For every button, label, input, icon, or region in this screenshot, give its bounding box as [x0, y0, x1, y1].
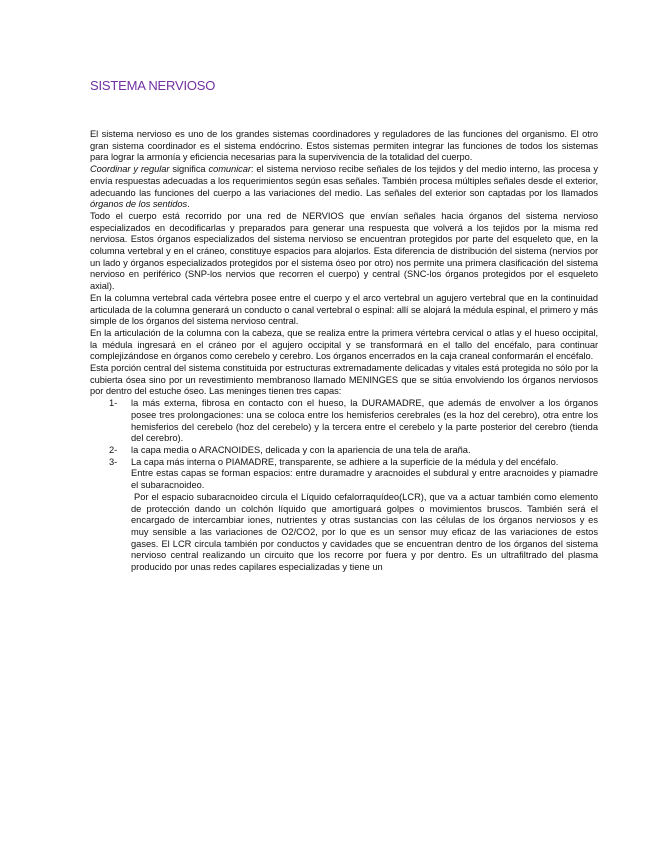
- list-item: [90, 445, 598, 457]
- list-number: 1-: [109, 398, 118, 409]
- list-text: La capa más interna o PIAMADRE, transparente, se adhiere a la superficie de la médula y del encéfalo.: [131, 456, 559, 467]
- paragraph-lcr: Por el espacio subaracnoideo circula el Líquido cefalorraquídeo(LCR), que va a actuar también como elemento de protección dando un colchón líquido que amortiguará golpes o movimientos bruscos. También será el encargado de intercambiar iones, nutrientes y otras sustancias con las células de los órganos nerviosos y es muy sensible a las variaciones de O2/CO2, por lo que es un sensor muy eficaz de las variaciones de estos gases. El LCR circula también por conductos y cavidades que se encuentran dentro de los órganos del sistema nervioso central realizando un circuito que los recorre por fuera y por dentro. Es un ultrafiltrado del plasma producido por unas redes capilares especializadas y tiene un: [131, 491, 598, 573]
- text-segment: .: [187, 199, 190, 210]
- paragraph-espacios: Entre estas capas se forman espacios: entre duramadre y aracnoides el subdural y entre aracnoides y piamadre el subaracnoideo.: [131, 468, 598, 491]
- text-segment: significa: [169, 164, 209, 175]
- list-text: la capa media o ARACNOIDES, delicada y con la apariencia de una tela de araña.: [131, 444, 471, 455]
- paragraph-nervios: Todo el cuerpo está recorrido por una red de NERVIOS que envían señales hacia órganos del sistema nervioso especializados en decodificarlas y preparados para generar una respuesta que volverá a los tejidos por la misma red nerviosa. Estos órganos especializados del sistema nervioso se encuentran protegidos por parte del esqueleto que, en la columna vertebral y en el cráneo, constituye espacios para alojarlos. Esta diferencia de distribución del sistema (nervios por un lado y órganos especializados protegidos por el sistema óseo por otro) nos permite una primera clasificación del sistema nervioso en periférico (SNP-los nervios que recorren el cuerpo) y central (SNC-los órganos protegidos por el esqueleto axial).: [90, 210, 598, 292]
- emphasis-coordinar: Coordinar y regular: [90, 164, 170, 175]
- paragraph-meninges: Esta porción central del sistema constituida por estructuras extremadamente delicadas y vitales está protegida no sólo por la cubierta ósea sino por un revestimiento membranoso llamado MENINGES que se sitúa envolviendo los órganos nerviosos por dentro del estuche óseo. Las meninges tienen tres capas:: [90, 363, 598, 397]
- meninges-list: [90, 398, 598, 468]
- emphasis-organos-sentidos: órganos de los sentidos: [90, 199, 188, 210]
- emphasis-comunicar: comunicar: [208, 164, 251, 175]
- paragraph-coordinar: [90, 164, 598, 211]
- text-segment: : el sistema nervioso recibe señales de los tejidos y del medio interno, las procesa y envía respuestas adecuadas a los requerimientos según esas señales. También procesa múltiples señales desde el exterior, adecuando las funciones del cuerpo a las variaciones del medio. Las señales del exterior son captadas por los llamados: [90, 164, 598, 198]
- list-item: [90, 457, 598, 469]
- list-number: 3-: [109, 456, 118, 467]
- paragraph-intro: El sistema nervioso es uno de los grandes sistemas coordinadores y reguladores de las funciones del organismo. El otro gran sistema coordinador es el sistema endócrino. Estos sistemas permiten integrar las funciones de todos los sistemas para lograr la armonía y eficiencia necesarias para la supervivencia de la totalidad del cuerpo.: [90, 129, 598, 163]
- paragraph-articulacion: En la articulación de la columna con la cabeza, que se realiza entre la primera vértebra cervical o atlas y el hueso occipital, la médula ingresará en el cráneo por el agujero occipital y se transformará en el tallo del encéfalo, para continuar complejizándose en órganos como cerebelo y cerebro. Los órganos encerrados en la caja craneal conformarán el encéfalo.: [90, 327, 598, 362]
- list-item: [90, 398, 598, 445]
- list-number: 2-: [109, 444, 118, 455]
- paragraph-columna: En la columna vertebral cada vértebra posee entre el cuerpo y el arco vertebral un agujero vertebral que en la continuidad articulada de la columna generará un conducto o canal vertebral o espinal: allí se alojará la médula espinal, el primero y más simple de los órganos del sistema nervioso central.: [90, 292, 598, 327]
- document-title: SISTEMA NERVIOSO: [90, 78, 216, 93]
- list-text: la más externa, fibrosa en contacto con el hueso, la DURAMADRE, que además de envolver a los órganos posee tres prolongaciones: una se coloca entre los hemisferios cerebrales (es la hoz del cerebro), otra entre los hemisferios del cerebelo (hoz del cerebelo) y la tercera entre el cerebelo y la parte posterior del cerebro (tienda del cerebro).: [131, 398, 598, 444]
